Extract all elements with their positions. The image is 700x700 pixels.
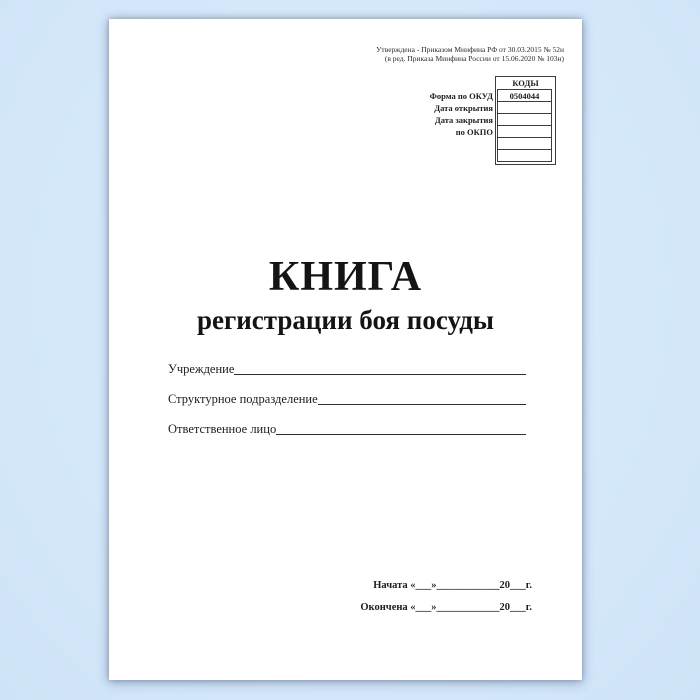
field-row-institution [168, 360, 526, 377]
start-date-line: Начата «___»____________20___г. [373, 580, 532, 591]
field-label-institution: Учреждение [168, 362, 235, 376]
codes-cell-okud: 0504044 [497, 89, 552, 102]
dates-block [360, 580, 532, 614]
field-label-department: Структурное подразделение [168, 392, 318, 406]
codes-row-labels [430, 90, 493, 162]
codes-table [495, 76, 556, 165]
field-row-responsible-person [168, 420, 526, 437]
codes-label-empty-1 [430, 138, 493, 150]
codes-cell-empty-2 [497, 149, 552, 162]
page-subtitle: регистрации боя посуды [196, 305, 495, 335]
codes-table-header: КОДЫ [512, 78, 539, 88]
codes-label-close-date: Дата закрытия [434, 115, 493, 125]
codes-label-empty-2 [430, 150, 493, 162]
codes-label-open-date: Дата открытия [434, 103, 493, 113]
fill-line-institution [234, 374, 526, 375]
page-title: КНИГА [268, 254, 423, 300]
approval-stamp-text [376, 45, 564, 63]
codes-label-okud: Форма по ОКУД [429, 91, 493, 101]
book-cover-page [109, 19, 582, 680]
fill-line-responsible-person [276, 434, 526, 435]
field-label-responsible-person: Ответственное лицо [168, 422, 277, 436]
fill-line-department [318, 404, 526, 405]
end-date-line: Окончена «___»____________20___г. [360, 602, 532, 613]
fill-in-fields [168, 360, 526, 450]
codes-label-okpo: по ОКПО [455, 127, 493, 137]
field-row-department [168, 390, 526, 407]
approval-line-1: Утверждена - Приказом Минфина РФ от 30.03.2015 № 52н [376, 45, 564, 54]
codes-block [430, 76, 556, 165]
approval-line-2: (в ред. Приказа Минфина России от 15.06.2020 № 103н) [384, 54, 564, 63]
